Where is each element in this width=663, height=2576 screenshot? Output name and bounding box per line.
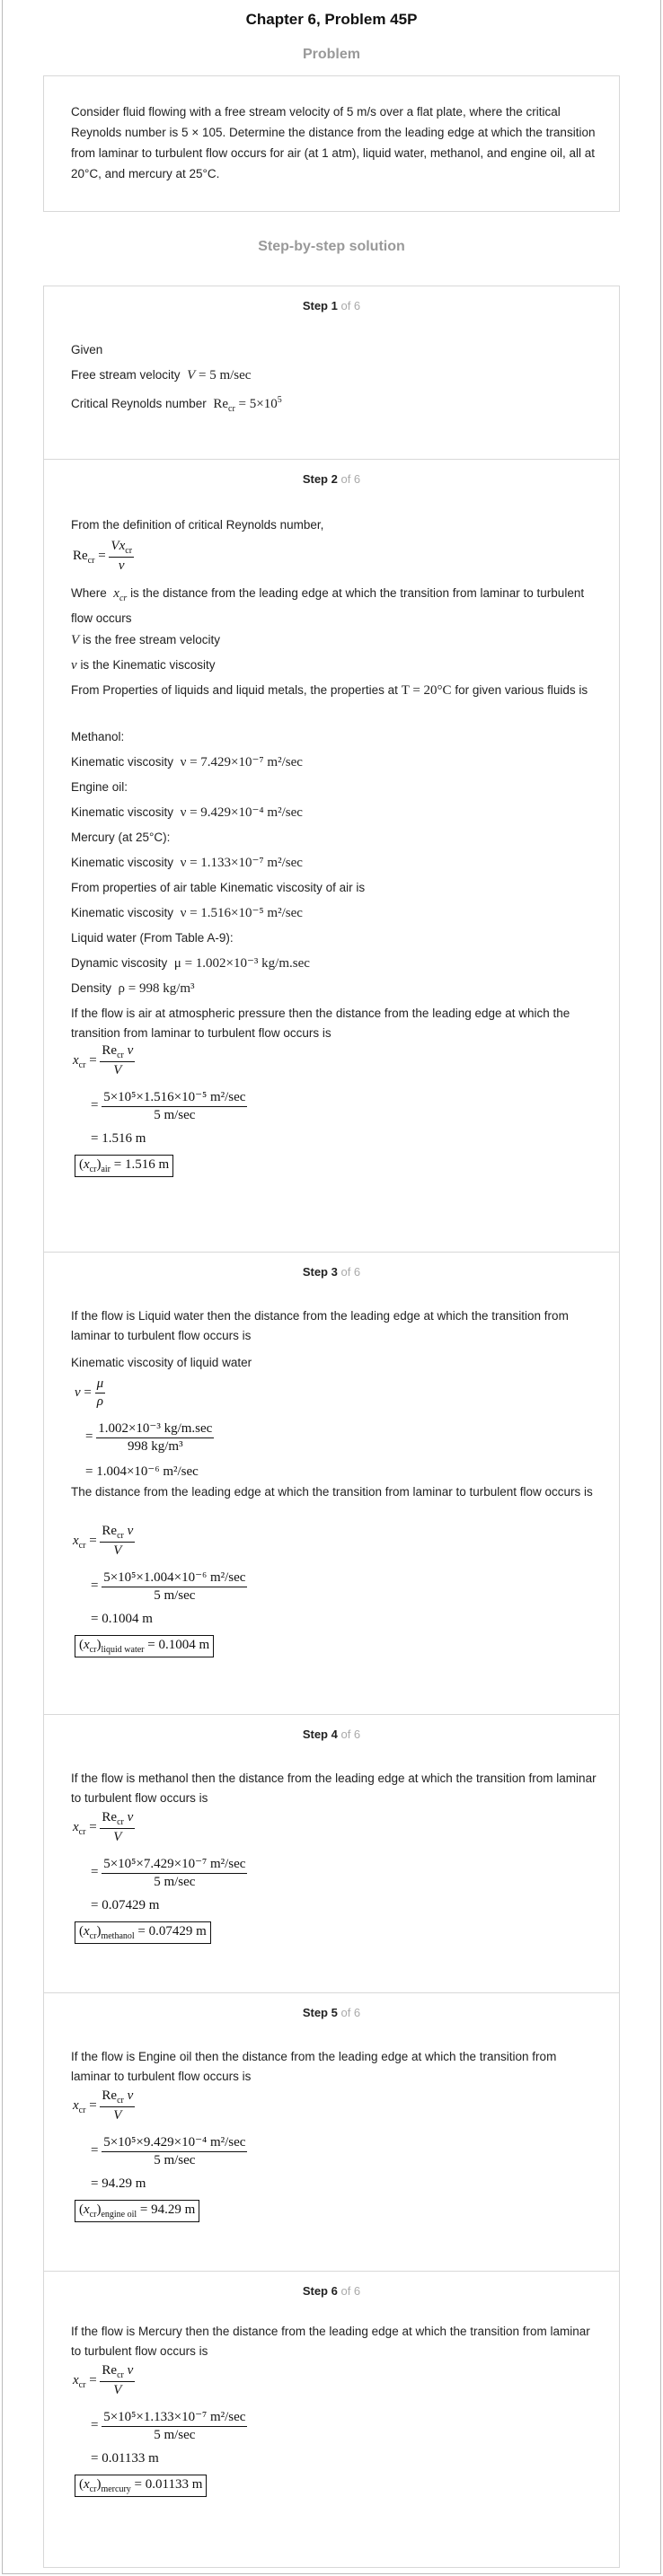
water-intro: If the flow is Liquid water then the distance from the leading edge at which the transition from laminar to turbulent flow occurs is [71, 1309, 569, 1342]
water-xcr-formula: $x_{cr}$ = $\frac{Re_{cr} \nu}{V}$ [73, 1524, 134, 1558]
mercury-xcr-substitution: = $\frac{\text{5×10⁵×1.133×10⁻⁷ m²/sec}}{5 m/\sec}$ [91, 2410, 246, 2442]
water-kin-label: Kinematic viscosity of liquid water [71, 1356, 252, 1369]
step-6-title: Step 6 of 6 [302, 2284, 361, 2298]
water-xcr-result: = 0.1004 m [91, 1612, 153, 1626]
air-xcr-formula: $x_{cr}$ = $\frac{Re_{cr} \nu}{V}$ [73, 1043, 134, 1077]
solution-heading: Step-by-step solution [258, 239, 405, 254]
engine-oil-xcr-boxed: $(x_{cr})_{engine oil} = 94.29$ m [75, 2200, 199, 2222]
air-nu-row: Kinematic viscosity ν = 1.516×10⁻⁵ m²/sec [71, 906, 303, 920]
water-label: Liquid water (From Table A-9): [71, 931, 234, 945]
step-2 [44, 459, 619, 1253]
step-4-title: Step 4 of 6 [302, 1728, 361, 1741]
step-6 [44, 2271, 619, 2568]
nu-desc: ν is the Kinematic viscosity [71, 658, 216, 673]
methanol-xcr-result: = 0.07429 m [91, 1898, 160, 1912]
methanol-nu-row: Kinematic viscosity ν = 7.429×10⁻⁷ m²/sec [71, 755, 303, 769]
critical-re-row: Critical Reynolds number $Re_{cr} = 5\times 10^5$ [71, 395, 282, 414]
step-4 [44, 1714, 619, 1993]
water-xcr-substitution: = $\frac{\text{5×10⁵×1.004×10⁻⁶ m²/sec}}{5 m/\sec}$ [91, 1570, 246, 1603]
step-3-title: Step 3 of 6 [302, 1265, 361, 1279]
water-mu-row: Dynamic viscosity μ = 1.002×10⁻³ kg/m.sec [71, 956, 310, 971]
step-3 [44, 1252, 619, 1715]
mercury-xcr-boxed: $(x_{cr})_{mercury} = 0.01133$ m [75, 2475, 207, 2497]
step-5-title: Step 5 of 6 [302, 2006, 361, 2019]
v-desc: V is the free stream velocity [71, 633, 220, 647]
air-xcr-substitution: = $\frac{\text{5×10⁵×1.516×10⁻⁵ m²/sec}}{5 m/\sec}$ [91, 1090, 246, 1122]
methanol-xcr-formula: $x_{cr}$ = $\frac{Re_{cr} \nu}{V}$ [73, 1810, 134, 1844]
problem-text: Consider fluid flowing with a free stream velocity of 5 m/s over a flat plate, where the critical Reynolds number is 5 × 105. Determine the distance from the leading edge at which the transition from laminar to turbulent flow occurs for air (at 1 atm), liquid water, methanol, and engine oil, all at 20°C, and mercury at 25°C. [71, 105, 596, 180]
air-xcr-boxed: $(x_{cr})_{air} = 1.516$ m [75, 1155, 173, 1177]
step-5 [44, 1992, 619, 2272]
engine-oil-nu-row: Kinematic viscosity ν = 9.429×10⁻⁴ m²/sec [71, 805, 303, 820]
mercury-xcr-formula: $x_{cr}$ = $\frac{Re_{cr} \nu}{V}$ [73, 2363, 134, 2397]
mercury-intro: If the flow is Mercury then the distance from the leading edge at which the transition from laminar to turbulent flow occurs is [71, 2325, 590, 2358]
chapter-title: Chapter 6, Problem 45P [245, 11, 418, 28]
where-text: Where $x_{cr}$ is the distance from the leading edge at which the transition from laminar to turbulent flow occurs [71, 586, 585, 625]
properties-text: From Properties of liquids and liquid metals, the properties at T = 20°C for given various fluids is [71, 683, 588, 698]
step-1-title: Step 1 of 6 [302, 299, 361, 312]
methanol-xcr-substitution: = $\frac{\text{5×10⁵×7.429×10⁻⁷ m²/sec}}{5 m/\sec}$ [91, 1857, 246, 1889]
air-flow-text: If the flow is air at atmospheric pressure then the distance from the leading edge at which the transition from laminar to turbulent flow occurs is [71, 1007, 570, 1040]
water-xcr-boxed: $(x_{cr})_{liquid water} = 0.1004$ m [75, 1635, 214, 1657]
step-1 [44, 286, 619, 459]
water-dist-text: The distance from the leading edge at which the transition from laminar to turbulent flow occurs is [71, 1485, 593, 1499]
air-xcr-result: = 1.516 m [91, 1131, 146, 1146]
water-nu-formula: ν = $\frac{\mu}{\rho}$ [75, 1376, 104, 1409]
engine-oil-xcr-formula: $x_{cr}$ = $\frac{Re_{cr} \nu}{V}$ [73, 2088, 134, 2123]
step-2-title: Step 2 of 6 [302, 472, 361, 486]
solution-steps [43, 286, 620, 2568]
definition-text: From the definition of critical Reynolds number, [71, 518, 324, 532]
mercury-xcr-result: = 0.01133 m [91, 2451, 159, 2466]
methanol-xcr-boxed: $(x_{cr})_{methanol} = 0.07429$ m [75, 1921, 211, 1944]
engine-oil-xcr-result: = 94.29 m [91, 2176, 146, 2191]
methanol-label: Methanol: [71, 730, 125, 743]
given-label: Given [71, 343, 103, 356]
problem-heading: Problem [302, 47, 360, 62]
engine-oil-xcr-substitution: = $\frac{\text{5×10⁵×9.429×10⁻⁴ m²/sec}}{5 m/\sec}$ [91, 2135, 246, 2167]
mercury-nu-row: Kinematic viscosity ν = 1.133×10⁻⁷ m²/sec [71, 856, 303, 870]
engine-oil-intro: If the flow is Engine oil then the distance from the leading edge at which the transition from laminar to turbulent flow occurs is [71, 2050, 557, 2083]
free-stream-row: Free stream velocity V = 5 m/sec [71, 368, 252, 382]
water-nu-result: = 1.004×10⁻⁶ m²/sec [85, 1464, 199, 1479]
water-rho-row: Density ρ = 998 kg/m³ [71, 981, 195, 996]
air-table-text: From properties of air table Kinematic viscosity of air is [71, 881, 366, 894]
problem-box [43, 75, 620, 212]
methanol-intro: If the flow is methanol then the distance from the leading edge at which the transition from laminar to turbulent flow occurs is [71, 1772, 597, 1805]
mercury-label: Mercury (at 25°C): [71, 831, 171, 844]
water-nu-substitution: = $\frac{\text{1.002×10⁻³ kg/m.sec}}{\text{998 kg/m³}}$ [85, 1421, 213, 1454]
engine-oil-label: Engine oil: [71, 780, 128, 794]
reynolds-definition-eq: $Re_{cr}$ = $\frac{Vx_{cr}}{\nu}$ [73, 539, 133, 573]
